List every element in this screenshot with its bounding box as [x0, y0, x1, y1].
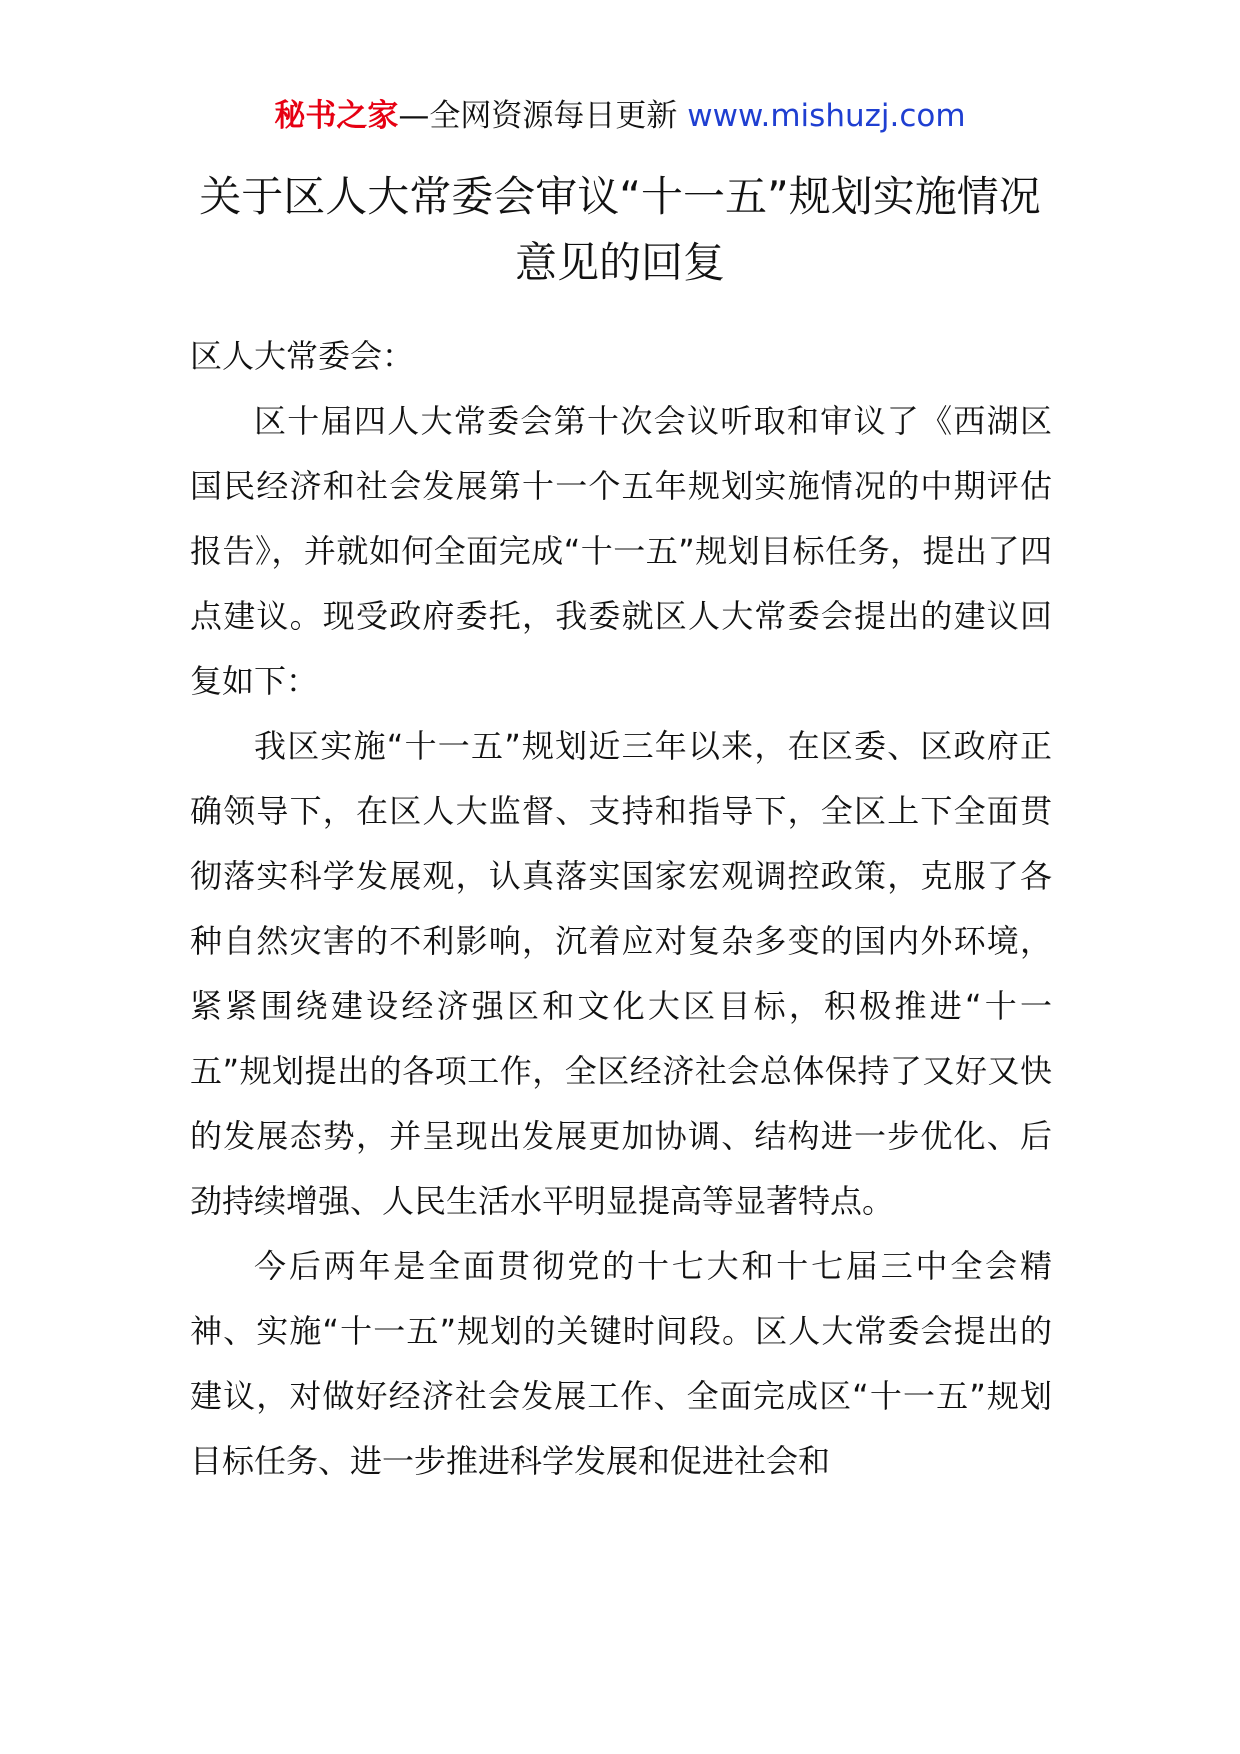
website-link[interactable]: www.mishuzj.com	[687, 98, 966, 134]
salutation: 区人大常委会：	[190, 337, 415, 375]
header-banner	[0, 96, 1240, 136]
brand-name: 秘书之家	[274, 98, 399, 134]
body-paragraph: 我区实施“十一五”规划近三年以来，在区委、区政府正确领导下，在区人大监督、支持和指导下，全区上下全面贯彻落实科学发展观，认真落实国家宏观调控政策，克服了各种自然灾害的不利影响，沉着应对复杂多变的国内外环境，紧紧围绕建设经济强区和文化大区目标，积极推进“十一五”规划提出的各项工作，全区经济社会总体保持了又好又快的发展态势，并呈现出发展更加协调、结构进一步优化、后劲持续增强、人民生活水平明显提高等显著特点。	[190, 727, 1052, 1220]
brand-tagline: —全网资源每日更新	[398, 98, 678, 134]
document-title: 关于区人大常委会审议“十一五”规划实施情况意见的回复	[199, 172, 1041, 287]
document-body	[190, 324, 1052, 1494]
body-paragraph: 区十届四人大常委会第十次会议听取和审议了《西湖区国民经济和社会发展第十一个五年规划实施情况的中期评估报告》，并就如何全面完成“十一五”规划目标任务，提出了四点建议。现受政府委托，我委就区人大常委会提出的建议回复如下：	[190, 402, 1052, 700]
body-paragraph: 今后两年是全面贯彻党的十七大和十七届三中全会精神、实施“十一五”规划的关键时间段。区人大常委会提出的建议，对做好经济社会发展工作、全面完成区“十一五”规划目标任务、进一步推进科学发展和促进社会和	[190, 1247, 1052, 1480]
